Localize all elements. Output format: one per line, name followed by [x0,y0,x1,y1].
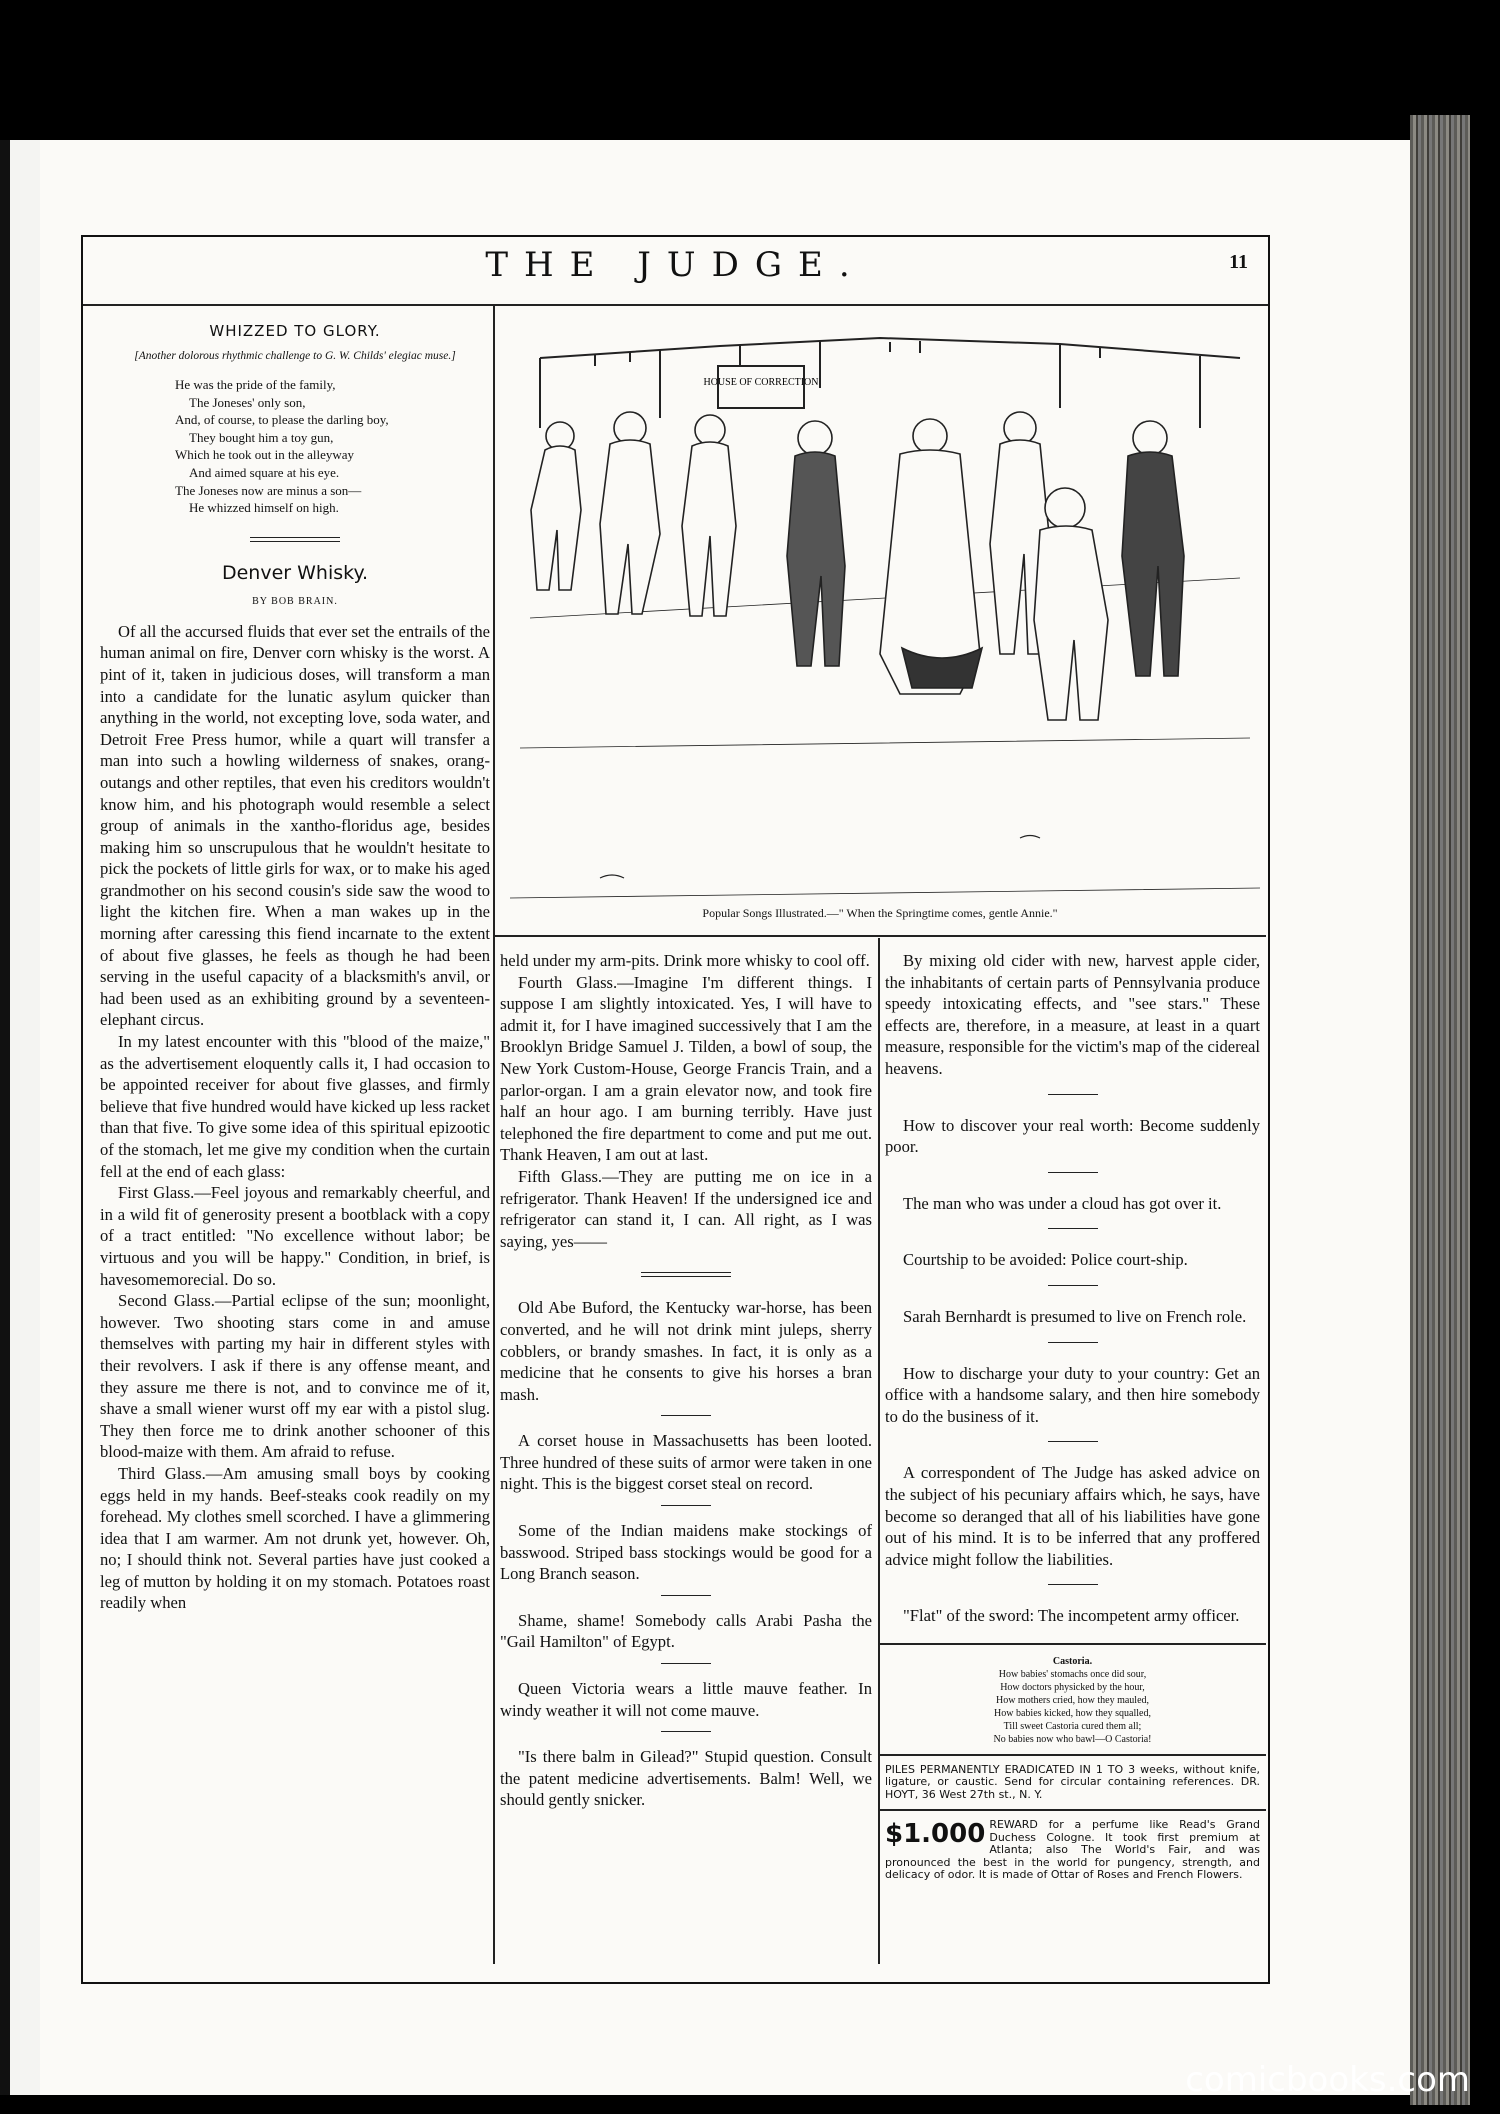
short-rule [661,1505,711,1506]
poem-body [175,376,490,517]
castoria-line: How babies kicked, how they squalled, [994,1707,1151,1719]
article-paragraph: held under my arm-pits. Drink more whisky to cool off. [500,951,870,970]
short-rule [661,1731,711,1732]
paragraph-buford: Old Abe Buford, the Kentucky war-horse, has been converted, and he will not drink mint juleps, sherry cobblers, or brandy smashes. In fact, it is only as a medicine that he consents to give his horses a bran mash. [500,1298,872,1404]
paragraph-flat: "Flat" of the sword: The incompetent army officer. [903,1606,1240,1626]
castoria-line: How mothers cried, how they mauled, [995,1694,1150,1706]
ads-rule [879,1643,1266,1645]
poem-line: He was the pride of the family, [175,377,336,392]
poem-line: The Joneses now are minus a son— [175,482,362,498]
poem-title: WHIZZED TO GLORY. [209,322,381,340]
prison-sign: HOUSE OF CORRECTION [703,377,819,388]
poem-note: [Another dolorous rhythmic challenge to G. W. Childs' elegiac muse.] [134,350,456,362]
ads-rule [879,1809,1266,1811]
crowd-figures [531,412,1184,720]
castoria-line: Till sweet Castoria cured them all; [1003,1720,1142,1732]
site-watermark: comicbooks.com [1185,2060,1470,2100]
cartoon-drawing [500,318,1260,903]
separator [641,1272,731,1277]
article-paragraph: Fifth Glass.—They are putting me on ice in a refrigerator. Thank Heaven! If the undersigned ice and refrigerator can stand it, I can. All right, as I was saying, yes—— [500,1166,872,1251]
reward-text: REWARD for a perfume like Read's Grand Duchess Cologne. It took first premium at Atlanta; also The World's Fair, and was pronounced the best in the world for pungency, strength, and delicacy of odor. It is made of Ottar of Roses and French Flowers. [885,1818,1260,1882]
article-byline: BY BOB BRAIN. [252,595,338,607]
previous-page-edge [0,140,40,2095]
column-rule-1 [493,306,495,1964]
castoria-line: No babies now who bawl—O Castoria! [993,1733,1152,1745]
book-binding [1410,115,1470,2105]
paragraph-correspondent: A correspondent of The Judge has asked advice on the subject of his pecuniary affairs which, he says, have become so deranged that all of his liabilities have gone out of his mind. It is to be inferred that any proffered advice might follow the liabilities. [885,1463,1260,1569]
article-paragraph: Third Glass.—Am amusing small boys by cooking eggs held in my hands. Beef-steaks cook readily on my forehead. My clothes smell scorched. I have a glimmering idea that I am warmer. Am not drunk yet, however. Oh, no; I should think not. Several parties have just cooked a leg of mutton by holding it on my stomach. Potatoes roast readily when [100,1463,490,1613]
paragraph-victoria: Queen Victoria wears a little mauve feather. In windy weather it will not come mauve. [500,1679,872,1720]
masthead: THE JUDGE. [485,245,866,285]
poem-line: He whizzed himself on high. [189,500,339,516]
short-rule [1048,1228,1098,1229]
short-rule [1048,1441,1098,1442]
paragraph-cloud: The man who was under a cloud has got over it. [903,1193,1222,1213]
piles-ad: PILES PERMANENTLY ERADICATED IN 1 TO 3 weeks, without knife, ligature, or caustic. Send for circular containing references. DR. HOYT, 36 West 27th st., N. Y. [885,1762,1260,1801]
ads-rule [879,1754,1266,1756]
short-rule [661,1663,711,1664]
paragraph-cider: By mixing old cider with new, harvest apple cider, the inhabitants of certain parts of Pennsylvania produce speedy intoxicating effects, and "see stars." These effects are, therefore, in a measure, at least in a quart measure, responsible for the victim's map of the cidereal heavens. [885,951,1260,1078]
cartoon-illustration [500,318,1260,918]
castoria-ad [885,1655,1260,1746]
illustration-rule [494,935,1266,937]
header-rule [83,304,1268,306]
short-rule [1048,1584,1098,1585]
paragraph-duty: How to discharge your duty to your country: Get an office with a handsome salary, and then hire somebody to do the business of it. [885,1363,1260,1426]
poem-line: Which he took out in the alleyway [175,447,355,463]
column-three [885,950,1260,1882]
short-rule [1048,1342,1098,1343]
page-header [83,245,1268,305]
short-rule [1048,1172,1098,1173]
separator [250,537,340,542]
poem-line: And aimed square at his eye. [189,464,340,480]
poem-line: And, of course, to please the darling boy, [175,412,389,428]
reward-amount: $1.000 [885,1819,986,1850]
article-paragraph: First Glass.—Feel joyous and remarkably cheerful, and in a wild fit of generosity present a bootblack with a copy of a tract entitled: "No excellence without labor; be virtuous and you will be happy." Condition, in brief, is havesomemorecial. Do so. [100,1183,490,1289]
poem-line: They bought him a toy gun, [189,429,334,445]
column-two [500,950,872,1811]
page-number: 11 [1229,251,1248,273]
paragraph-bernhardt: Sarah Bernhardt is presumed to live on French role. [903,1306,1247,1326]
poem-line: The Joneses' only son, [189,394,306,410]
castoria-line: How babies' stomachs once did sour, [998,1668,1147,1680]
article-paragraph: In my latest encounter with this "blood of the maize," as the advertisement eloquently calls it, I had occasion to be appointed receiver for about five glasses, and firmly believe that five hundred would have kicked up less racket than that five. To give some idea of this spiritual epizootic of the stomach, let me give my condition when the curtain fell at the end of each glass: [100,1032,490,1181]
article-body-col1 [100,621,490,1614]
article-paragraph: Of all the accursed fluids that ever set the entrails of the human animal on fire, Denver corn whisky is the worst. A pint of it, taken in judicious doses, will transform a man into a candidate for the lunatic asylum quicker than anything in the world, not excepting love, soda water, and Detroit Free Press humor, while a quart will transfer a man into such a howling wilderness of snakes, orang-outangs and other reptiles, that even his creditors wouldn't know him, and his photograph would resemble a select group of animals in the xantho-floridus age, besides making him so unscrupulous that he wouldn't hesitate to pick the pockets of little girls for wax, or to make his aged grandmother on his second cousin's side saw the wood to light the kitchen fire. When a man wakes up in the morning after caressing this fiend incarnate to the extent of about five glasses, he feels as though he had been serving in the useful capacity of a blacksmith's anvil, or had been used as an exhibiting ground by a seventeen-elephant circus. [100,621,490,1030]
short-rule [1048,1094,1098,1095]
paragraph-courtship: Courtship to be avoided: Police court-ship. [903,1250,1188,1270]
paragraph-gilead: "Is there balm in Gilead?" Stupid question. Consult the patent medicine advertisements. Balm! Well, we should gently snicker. [500,1747,872,1810]
paragraph-stockings: Some of the Indian maidens make stockings of basswood. Striped bass stockings would be good for a Long Branch season. [500,1521,872,1584]
short-rule [661,1595,711,1596]
castoria-title: Castoria. [1052,1655,1093,1667]
paragraph-arabi: Shame, shame! Somebody calls Arabi Pasha the "Gail Hamilton" of Egypt. [500,1610,872,1652]
article-title: Denver Whisky. [221,561,369,584]
column-one [100,318,490,1614]
short-rule [1048,1285,1098,1286]
illustration-caption: Popular Songs Illustrated.—" When the Springtime comes, gentle Annie." [702,906,1058,920]
article-paragraph: Second Glass.—Partial eclipse of the sun; moonlight, however. Two shooting stars come in and amuse themselves with parting my hair in different styles with their revolvers. I ask if there is any offense meant, and they assure me there is not, and to convince me of it, shave a small wiener wurst off my ear with a pistol slug. They then force me to drink another schooner of this blood-maize with them. Am afraid to refuse. [100,1291,490,1462]
paragraph-corset: A corset house in Massachusetts has been looted. Three hundred of these suits of armor were taken in one night. This is the biggest corset steal on record. [500,1431,872,1494]
paragraph-worth: How to discover your real worth: Become suddenly poor. [885,1115,1260,1157]
article-paragraph: Fourth Glass.—Imagine I'm different things. I suppose I am slightly intoxicated. Yes, I will have to admit it, for I have imagined successively that I am the Brooklyn Bridge Samuel J. Tilden, a bowl of soup, the New York Custom-House, George Francis Train, and a parlor-organ. I am a grain elevator now, and took fire half an hour ago. I am burning terribly. Have just telephoned the fire department to come and put me out. Thank Heaven, I am out at last. [500,972,872,1165]
reward-ad [885,1819,1260,1882]
castoria-line: How doctors physicked by the hour, [1000,1681,1145,1693]
short-rule [661,1415,711,1416]
